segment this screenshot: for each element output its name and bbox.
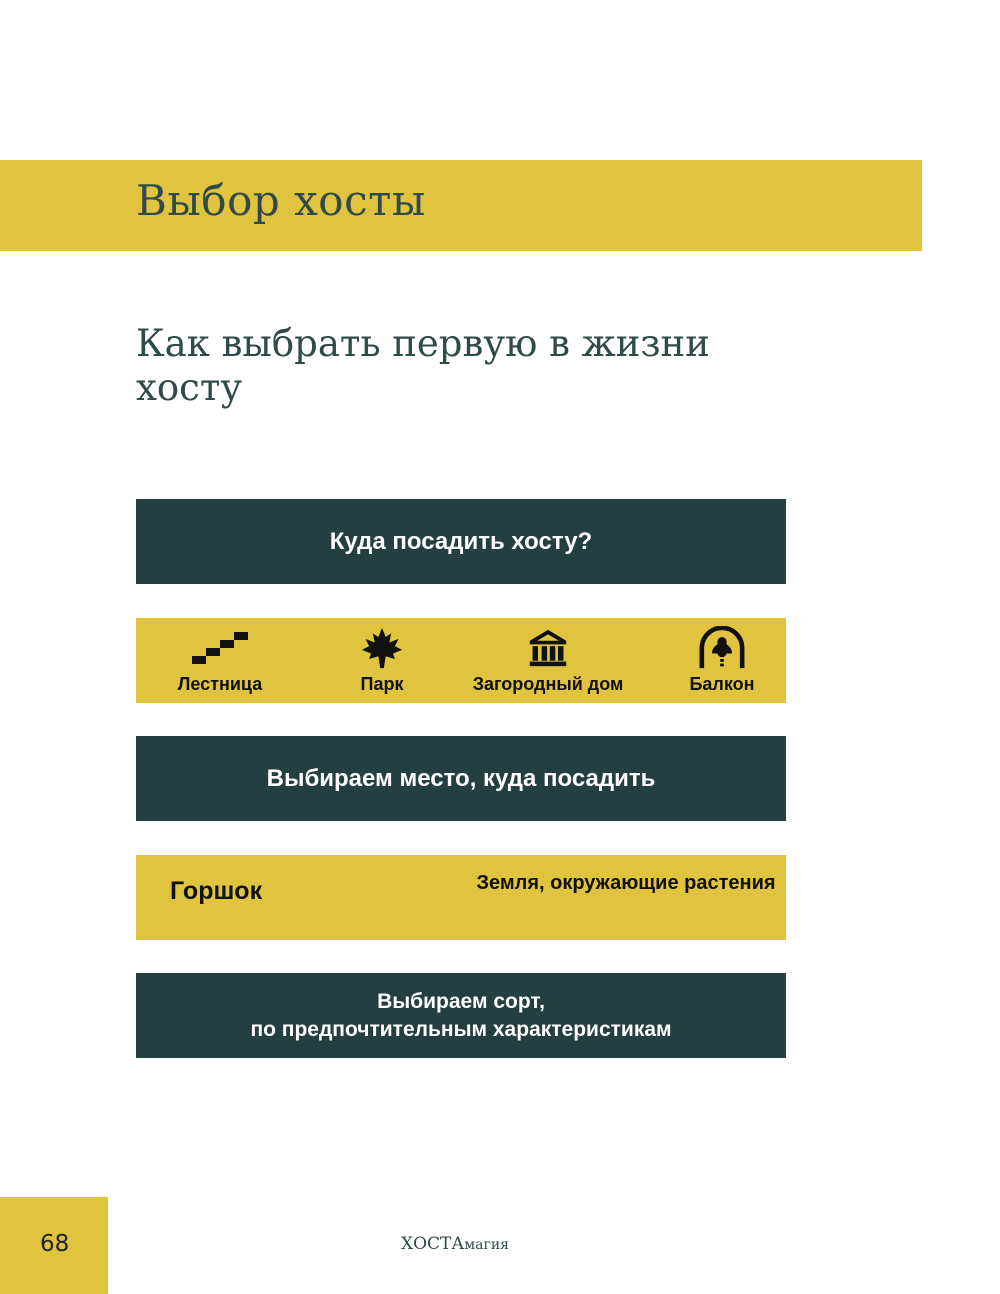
brand-sub: магия [464,1237,509,1253]
place-stairs [172,626,268,698]
choose-variety-line1: Выбираем сорт, [377,989,545,1013]
place-label: Балкон [689,674,755,694]
page-number: 68 [40,1231,70,1257]
place-country-house [458,626,638,698]
page-number-box [0,1197,108,1294]
ground-option: Земля, окружающие растения [476,872,776,894]
where-to-plant-label: Куда посадить хосту? [329,527,593,555]
place-park [342,626,422,698]
stairs-icon [190,626,250,670]
choose-variety-box [136,973,786,1058]
footer-brand [401,1234,509,1254]
maple-leaf-icon [360,626,404,670]
place-balcony [674,626,770,698]
places-box [136,618,786,703]
balcony-icon [697,626,747,670]
house-icon [528,626,568,670]
title-band [0,160,922,251]
place-label: Загородный дом [472,674,624,694]
choose-spot-label: Выбираем место, куда посадить [266,764,656,792]
page-subtitle: Как выбрать первую в жизни хосту [136,322,710,409]
pot-option: Горшок [170,877,263,905]
where-to-plant-box [136,499,786,584]
place-label: Лестница [177,674,263,694]
place-label: Парк [360,674,404,694]
spot-options-box [136,855,786,940]
brand-main: ХОСТА [401,1234,465,1254]
choose-variety-line2: по предпочтительным характеристикам [250,1017,672,1041]
choose-spot-box [136,736,786,821]
page-title: Выбор хосты [136,176,426,225]
